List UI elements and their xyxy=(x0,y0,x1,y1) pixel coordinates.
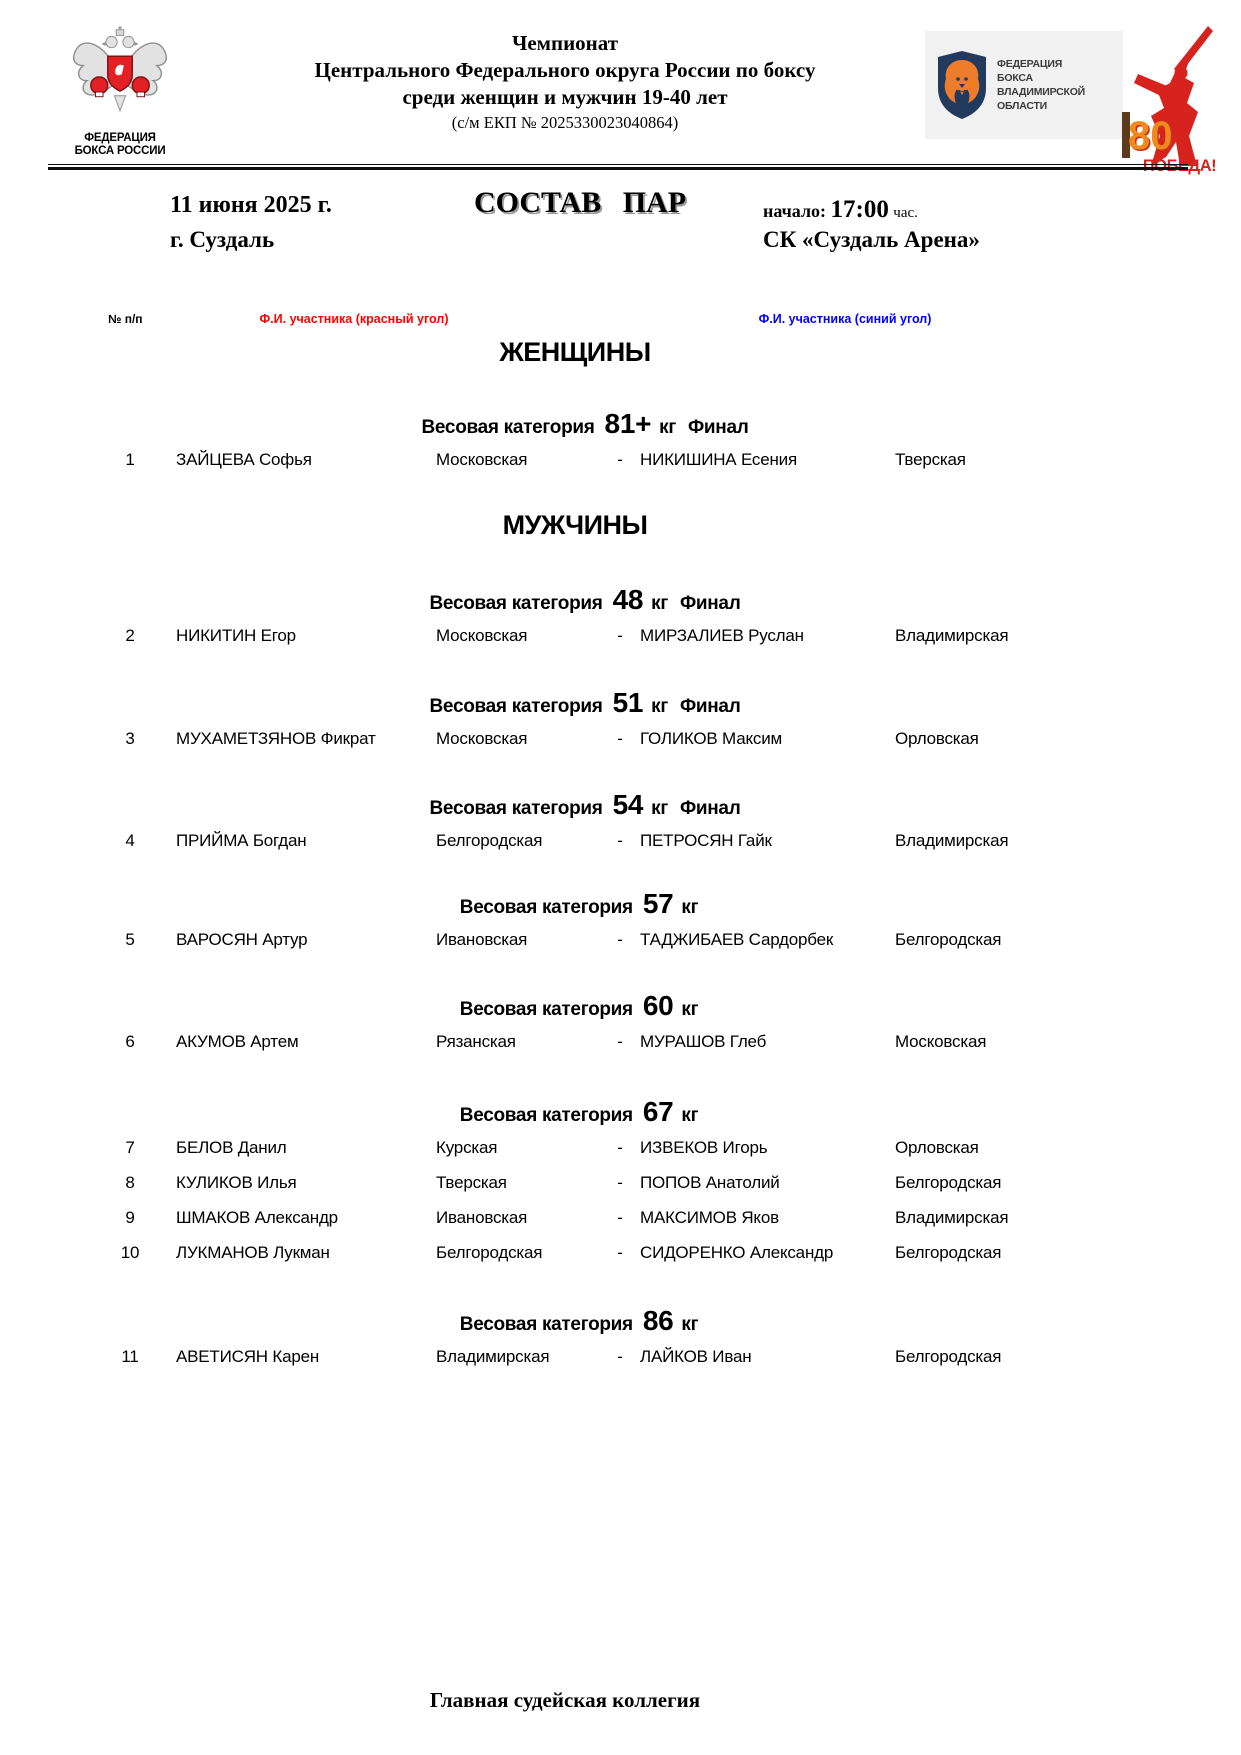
weight-category-67 xyxy=(0,1094,1241,1270)
red-corner-region: Московская xyxy=(436,449,528,469)
red-corner-region: Белгородская xyxy=(436,1242,543,1262)
red-corner-name: ПРИЙМА Богдан xyxy=(176,830,307,850)
vladimir-logo-line2: БОКСА xyxy=(997,71,1033,84)
blue-corner-name: МАКСИМОВ Яков xyxy=(640,1207,779,1227)
title-line-1: Чемпионат xyxy=(511,31,619,55)
category-label: Весовая категория xyxy=(459,1105,633,1126)
blue-corner-name: ПЕТРОСЯН Гайк xyxy=(640,830,772,850)
weight-category-60 xyxy=(0,988,1241,1059)
category-heading xyxy=(0,988,1170,1024)
versus-dash: - xyxy=(617,1031,623,1051)
versus-dash: - xyxy=(617,728,623,748)
red-corner-region: Владимирская xyxy=(436,1346,550,1366)
event-date: 11 июня 2025 г. xyxy=(170,192,332,218)
victory-label: ПОБЕДА! xyxy=(1142,157,1217,175)
category-label: Весовая категория xyxy=(459,999,633,1020)
red-corner-name: ШМАКОВ Александр xyxy=(176,1207,338,1227)
bout-number: 5 xyxy=(125,929,135,949)
blue-corner-region: Белгородская xyxy=(895,929,1002,949)
category-weight: 86 xyxy=(642,1305,674,1336)
weight-category-48 xyxy=(0,582,1241,653)
lion-shield-icon xyxy=(935,50,989,120)
category-weight: 51 xyxy=(612,687,644,718)
category-weight: 54 xyxy=(612,789,644,820)
blue-corner-name: ИЗВЕКОВ Игорь xyxy=(640,1137,768,1157)
category-heading xyxy=(0,886,1170,922)
red-corner-region: Тверская xyxy=(436,1172,507,1192)
red-corner-name: ЗАЙЦЕВА Софья xyxy=(176,449,312,469)
document-title: СОСТАВ ПАР xyxy=(473,186,687,219)
footer-judging-panel: Главная судейская коллегия xyxy=(429,1688,701,1712)
category-weight: 48 xyxy=(612,584,644,615)
section-title-men: МУЖЧИНЫ xyxy=(502,510,648,540)
weight-category-57 xyxy=(0,886,1241,957)
category-unit: кг xyxy=(681,999,699,1020)
title-ekp-number: (с/м ЕКП № 2025330023040864) xyxy=(451,113,679,132)
category-unit: кг xyxy=(681,1105,699,1126)
bout-row xyxy=(0,1200,1241,1235)
blue-corner-region: Белгородская xyxy=(895,1346,1002,1366)
red-corner-region: Московская xyxy=(436,625,528,645)
blue-corner-region: Владимирская xyxy=(895,830,1009,850)
start-time: 17:00 xyxy=(830,196,889,223)
category-stage: Финал xyxy=(687,417,749,438)
category-stage: Финал xyxy=(679,593,741,614)
weight-category-51 xyxy=(0,685,1241,756)
weight-category-81plus xyxy=(0,406,1241,477)
federation-vladimir-logo xyxy=(925,31,1123,139)
red-corner-name: ЛУКМАНОВ Лукман xyxy=(176,1242,330,1262)
versus-dash: - xyxy=(617,449,623,469)
category-unit: кг xyxy=(659,417,676,438)
bout-row xyxy=(0,442,1241,477)
start-time-line xyxy=(763,196,918,224)
header-divider-rule xyxy=(48,164,1188,170)
category-label: Весовая категория xyxy=(429,696,603,717)
category-weight: 57 xyxy=(642,888,674,919)
victory-number: 80 xyxy=(1128,114,1173,158)
category-heading xyxy=(0,787,1170,823)
versus-dash: - xyxy=(617,830,623,850)
category-weight: 67 xyxy=(642,1096,674,1127)
bout-row xyxy=(0,922,1241,957)
blue-corner-region: Белгородская xyxy=(895,1172,1002,1192)
bout-row xyxy=(0,721,1241,756)
red-corner-name: ВАРОСЯН Артур xyxy=(176,929,308,949)
category-stage: Финал xyxy=(679,696,741,717)
event-title xyxy=(195,30,935,135)
bout-row xyxy=(0,1235,1241,1270)
blue-corner-name: НИКИШИНА Есения xyxy=(640,449,797,469)
red-corner-region: Ивановская xyxy=(436,929,528,949)
versus-dash: - xyxy=(617,625,623,645)
blue-corner-name: СИДОРЕНКО Александр xyxy=(640,1242,834,1262)
bout-number: 7 xyxy=(125,1137,135,1157)
red-corner-name: АКУМОВ Артем xyxy=(176,1031,299,1051)
red-corner-name: АВЕТИСЯН Карен xyxy=(176,1346,320,1366)
title-line-3: среди женщин и мужчин 19-40 лет xyxy=(402,85,728,109)
title-line-2: Центрального Федерального округа России по боксу xyxy=(314,58,816,82)
bout-row xyxy=(0,1165,1241,1200)
blue-corner-name: ЛАЙКОВ Иван xyxy=(640,1346,752,1366)
vladimir-logo-line3: ВЛАДИМИРСКОЙ xyxy=(997,86,1086,98)
bout-number: 4 xyxy=(125,830,135,850)
bout-row xyxy=(0,1339,1241,1374)
bout-number: 8 xyxy=(125,1172,135,1192)
versus-dash: - xyxy=(617,1172,623,1192)
start-label: начало: xyxy=(763,201,827,221)
double-eagle-boxing-icon xyxy=(68,26,172,125)
red-corner-name: МУХАМЕТЗЯНОВ Фикрат xyxy=(176,728,376,748)
category-stage: Финал xyxy=(679,798,741,819)
red-corner-region: Белгородская xyxy=(436,830,543,850)
vladimir-logo-line1: ФЕДЕРАЦИЯ xyxy=(997,57,1063,70)
bout-number: 10 xyxy=(120,1242,140,1262)
blue-corner-name: ПОПОВ Анатолий xyxy=(640,1172,780,1192)
bout-row xyxy=(0,1130,1241,1165)
bout-number: 1 xyxy=(125,449,135,469)
blue-corner-name: МИРЗАЛИЕВ Руслан xyxy=(640,625,804,645)
russia-logo-caption-line1: ФЕДЕРАЦИЯ xyxy=(84,132,156,144)
red-corner-name: НИКИТИН Егор xyxy=(176,625,296,645)
bout-number: 6 xyxy=(125,1031,135,1051)
weight-category-86 xyxy=(0,1303,1241,1374)
federation-russia-logo xyxy=(52,26,188,158)
blue-corner-region: Московская xyxy=(895,1031,987,1051)
blue-corner-region: Орловская xyxy=(895,1137,979,1157)
versus-dash: - xyxy=(617,1242,623,1262)
bout-number: 2 xyxy=(125,625,135,645)
victory-80-logo xyxy=(1122,24,1237,176)
category-weight: 81+ xyxy=(604,408,652,439)
red-corner-region: Курская xyxy=(436,1137,498,1157)
bout-number: 3 xyxy=(125,728,135,748)
category-weight: 60 xyxy=(642,990,674,1021)
category-unit: кг xyxy=(651,798,668,819)
category-heading xyxy=(0,582,1170,618)
red-corner-region: Ивановская xyxy=(436,1207,528,1227)
section-title-women: ЖЕНЩИНЫ xyxy=(499,337,651,367)
category-unit: кг xyxy=(651,593,668,614)
vladimir-logo-line4: ОБЛАСТИ xyxy=(997,100,1048,113)
bout-row xyxy=(0,823,1241,858)
category-label: Весовая категория xyxy=(429,593,603,614)
event-city: г. Суздаль xyxy=(170,227,275,252)
red-corner-name: БЕЛОВ Данил xyxy=(176,1137,287,1157)
column-header-red-corner: Ф.И. участника (красный угол) xyxy=(259,312,449,326)
category-heading xyxy=(0,406,1170,442)
red-corner-name: КУЛИКОВ Илья xyxy=(176,1172,297,1192)
category-label: Весовая категория xyxy=(459,1314,633,1335)
blue-corner-name: МУРАШОВ Глеб xyxy=(640,1031,767,1051)
category-label: Весовая категория xyxy=(429,798,603,819)
russia-logo-caption-line2: БОКСА РОССИИ xyxy=(74,145,166,158)
versus-dash: - xyxy=(617,1137,623,1157)
category-unit: кг xyxy=(681,897,699,918)
category-unit: кг xyxy=(681,1314,699,1335)
category-heading xyxy=(0,1303,1170,1339)
category-unit: кг xyxy=(651,696,668,717)
category-heading xyxy=(0,1094,1170,1130)
blue-corner-region: Владимирская xyxy=(895,625,1009,645)
blue-corner-name: ТАДЖИБАЕВ Сардорбек xyxy=(640,929,834,949)
weight-category-54 xyxy=(0,787,1241,858)
column-header-number: № п/п xyxy=(108,312,143,326)
category-heading xyxy=(0,685,1170,721)
bout-number: 9 xyxy=(125,1207,135,1227)
blue-corner-region: Орловская xyxy=(895,728,979,748)
red-corner-region: Московская xyxy=(436,728,528,748)
blue-corner-region: Белгородская xyxy=(895,1242,1002,1262)
bout-number: 11 xyxy=(121,1346,139,1366)
versus-dash: - xyxy=(617,1346,623,1366)
category-label: Весовая категория xyxy=(421,417,595,438)
versus-dash: - xyxy=(617,929,623,949)
start-suffix: час. xyxy=(893,205,918,221)
category-label: Весовая категория xyxy=(459,897,633,918)
venue: СК «Суздаль Арена» xyxy=(763,227,980,252)
red-corner-region: Рязанская xyxy=(436,1031,516,1051)
versus-dash: - xyxy=(617,1207,623,1227)
blue-corner-region: Тверская xyxy=(895,449,966,469)
column-header-blue-corner: Ф.И. участника (синий угол) xyxy=(758,312,932,326)
blue-corner-name: ГОЛИКОВ Максим xyxy=(640,728,782,748)
bout-row xyxy=(0,1024,1241,1059)
blue-corner-region: Владимирская xyxy=(895,1207,1009,1227)
bout-row xyxy=(0,618,1241,653)
